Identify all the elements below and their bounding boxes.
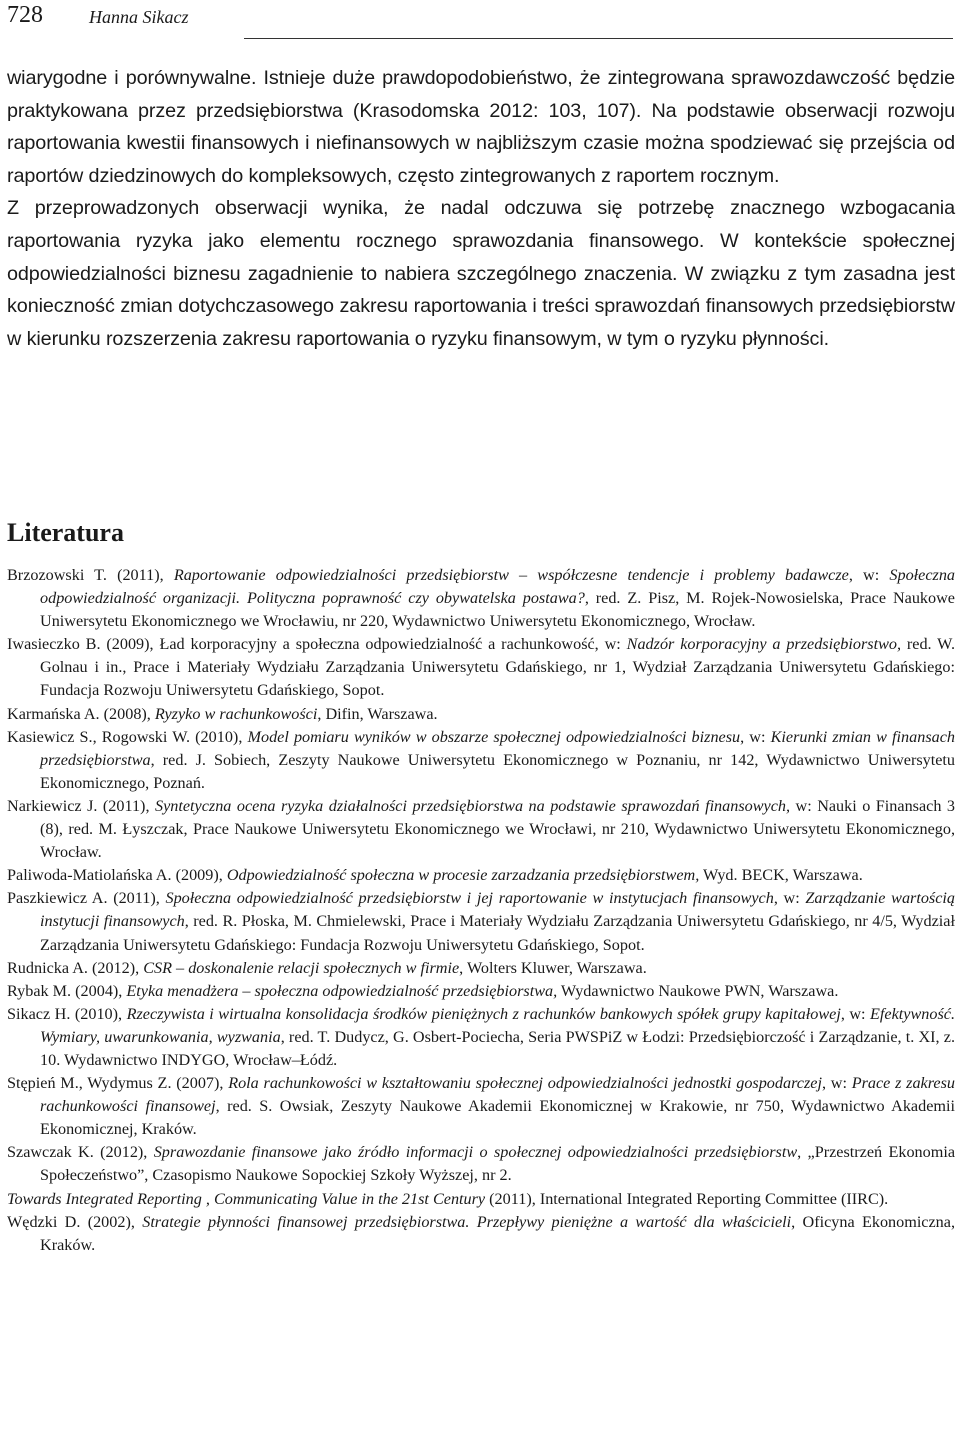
reference-text: , w:: [821, 1074, 852, 1093]
page-number: 728: [7, 2, 43, 28]
reference-title: Prace z zakresu rachunkowości finansowej: [40, 1074, 956, 1116]
reference-text: Sikacz H. (2010),: [7, 1004, 127, 1023]
reference-text: Szawczak K. (2012),: [7, 1143, 154, 1162]
reference-text: , red. R. Płoska, M. Chmielewski, Prace i Materiały Wydziału Zarządzania Uniwersytetu Gdańskiego, nr 4/5, Wydział Zarządzania Uniwersytetu Gdańskiego: Fundacja Rozwoju Uniwersytetu Gdańskiego, Sopot.: [40, 912, 955, 954]
reference-entry: [7, 795, 955, 864]
reference-entry: [7, 703, 955, 726]
reference-title: Etyka menadżera – społeczna odpowiedzialność przedsiębiorstwa,: [126, 981, 558, 1000]
reference-title: CSR – doskonalenie relacji społecznych w firmie: [143, 958, 460, 977]
reference-text: red. W. Golnau i in., Prace i Materiały Wydziału Zarządzania Uniwersytetu Gdańskiego, nr 1, Wydział Zarządzania Uniwersytetu Gdańskiego: Fundacja Rozwoju Uniwersytetu Gdańskiego, Sopot.: [40, 635, 956, 700]
reference-title: Kierunki zmian w finansach przedsiębiorstwa: [40, 727, 956, 769]
body-paragraph: wiarygodne i porównywalne. Istnieje duże prawdopodobieństwo, że zintegrowana sprawozdawczość będzie praktykowana przez przedsiębiorstwa (Krasodomska 2012: 103, 107). Na podstawie obserwacji rozwoju raportowania kwestii finansowych i niefinansowych w najbliższym czasie można spodziewać się przejścia od raportów dziedzinowych do kompleksowych, często zintegrowanych z raportem rocznym.: [7, 67, 955, 187]
reference-entry: [7, 980, 955, 1003]
reference-text: Wyd. BECK, Warszawa.: [699, 866, 863, 885]
reference-text: , „Przestrzeń Ekonomia Społeczeństwo”, Czasopismo Naukowe Sopockiej Szkoły Wyższej, nr 2.: [40, 1143, 956, 1185]
reference-entry: [7, 887, 955, 956]
reference-text: (2011), International Integrated Reporting Committee (IIRC).: [485, 1189, 889, 1208]
reference-text: Paliwoda-Matiolańska A. (2009),: [7, 866, 227, 885]
reference-text: Stępień M., Wydymus Z. (2007),: [7, 1074, 229, 1093]
reference-list: [7, 564, 955, 1257]
reference-entry: [7, 1003, 955, 1072]
reference-text: , Oficyna Ekonomiczna, Kraków.: [40, 1212, 956, 1254]
reference-title: Społeczna odpowiedzialność przedsiębiorstw i jej raportowanie w instytucjach finansowych: [165, 889, 774, 908]
reference-title: Towards Integrated Reporting , Communicating Value in the 21st Century: [7, 1189, 486, 1208]
reference-entry: [7, 633, 955, 702]
reference-entry: [7, 1072, 955, 1141]
reference-text: , w:: [773, 889, 806, 908]
reference-text: Narkiewicz J. (2011),: [7, 796, 155, 815]
reference-text: Karmańska A. (2008),: [7, 704, 155, 723]
reference-entry: [7, 957, 955, 980]
reference-title: Społeczna odpowiedzialność organizacji. Polityczna poprawność czy obywatelska postawa?: [40, 566, 956, 608]
reference-text: Iwasieczko B. (2009), Ład korporacyjny a społeczna odpowiedzialność a rachunkowość, w:: [7, 635, 627, 654]
body-text: [7, 62, 955, 355]
reference-entry: [7, 726, 955, 795]
reference-text: Rybak M. (2004),: [7, 981, 127, 1000]
reference-title: Efektywność. Wymiary, uwarunkowania, wyzwania: [40, 1004, 955, 1046]
reference-title: Odpowiedzialność społeczna w procesie zarzadzania przedsiębiorstwem,: [226, 866, 700, 885]
reference-entry: [7, 564, 955, 633]
header-rule: [244, 38, 953, 39]
reference-entry: [7, 1188, 955, 1211]
reference-text: Paszkiewicz A. (2011),: [7, 889, 166, 908]
reference-text: Brzozowski T. (2011),: [7, 566, 174, 584]
reference-text: , red. Z. Pisz, M. Rojek-Nowosielska, Prace Naukowe Uniwersytetu Ekonomicznego we Wrocławiu, nr 220, Wydawnictwo Uniwersytetu Ekonomicznego, Wrocław.: [40, 589, 955, 631]
reference-title: Syntetyczna ocena ryzyka działalności przedsiębiorstwa na podstawie sprawozdań finansowych,: [154, 796, 791, 815]
body-paragraph: Z przeprowadzonych obserwacji wynika, że nadal odczuwa się potrzebę znacznego wzbogacania raportowania ryzyka jako elementu rocznego sprawozdania finansowego. W kontekście społecznej odpowiedzialności biznesu zagadnienie to nabiera szczególnego znaczenia. W związku z tym zasadna jest konieczność zmian dotychczasowego zakresu raportowania i treści sprawozdań finansowych przedsiębiorstw w kierunku rozszerzenia zakresu raportowania o ryzyku finansowym, w tym o ryzyku płynności.: [7, 197, 955, 350]
reference-text: Rudnicka A. (2012),: [7, 958, 144, 977]
reference-title: Nadzór korporacyjny a przedsiębiorstwo,: [626, 635, 902, 654]
reference-text: , Difin, Warszawa.: [317, 704, 438, 723]
reference-text: , red. S. Owsiak, Zeszyty Naukowe Akademii Ekonomicznej w Krakowie, nr 750, Wydawnictwo Akademii Ekonomicznej, Kraków.: [40, 1097, 955, 1139]
reference-text: , red. T. Dudycz, G. Osbert-Pociecha, Seria PWSPiZ w Łodzi: Przedsiębiorczość i Zarządzanie, t. XI, z. 10. Wydawnictwo INDYGO, Wrocław–Łódź.: [40, 1027, 955, 1069]
reference-text: , w:: [848, 566, 890, 584]
reference-entry: [7, 864, 955, 887]
reference-title: Rola rachunkowości w kształtowaniu społecznej odpowiedzialności jednostki gospodarczej: [228, 1074, 822, 1093]
reference-title: Zarządzanie wartością instytucji finansowych: [40, 889, 956, 931]
running-header: [7, 0, 953, 40]
reference-text: , Wolters Kluwer, Warszawa.: [459, 958, 647, 977]
reference-entry: [7, 1141, 955, 1187]
reference-text: , red. J. Sobiech, Zeszyty Naukowe Uniwersytetu Ekonomicznego w Poznaniu, nr 142, Wydawnictwo Uniwersytetu Ekonomicznego, Poznań.: [40, 750, 955, 792]
reference-title: Model pomiaru wyników w obszarze społecznej odpowiedzialności biznesu: [247, 727, 741, 746]
reference-title: Rzeczywista i wirtualna konsolidacja środków pieniężnych z rachunków bankowych spółek grupy kapitałowej: [126, 1004, 841, 1023]
reference-title: Sprawozdanie finansowe jako źródło informacji o społecznej odpowiedzialności przedsiębiorstw: [153, 1143, 798, 1162]
section-heading: Literatura: [7, 518, 124, 547]
reference-title: Ryzyko w rachunkowości: [154, 704, 318, 723]
reference-text: , w:: [740, 727, 771, 746]
reference-title: Raportowanie odpowiedzialności przedsiębiorstw – współczesne tendencje i problemy badawcze: [173, 566, 849, 584]
reference-title: Strategie płynności finansowej przedsiębiorstwa. Przepływy pieniężne a wartość dla właścicieli: [142, 1212, 792, 1231]
reference-text: Wydawnictwo Naukowe PWN, Warszawa.: [557, 981, 839, 1000]
running-author: Hanna Sikacz: [89, 7, 189, 27]
reference-text: w: Nauki o Finansach 3 (8), red. M. Łyszczak, Prace Naukowe Uniwersytetu Ekonomicznego we Wrocławi, nr 210, Wydawnictwo Uniwersytetu Ekonomicznego, Wrocław.: [40, 796, 955, 862]
reference-text: , w:: [840, 1004, 871, 1023]
reference-text: Kasiewicz S., Rogowski W. (2010),: [7, 727, 248, 746]
reference-text: Wędzki D. (2002),: [7, 1212, 143, 1231]
reference-entry: [7, 1211, 955, 1257]
